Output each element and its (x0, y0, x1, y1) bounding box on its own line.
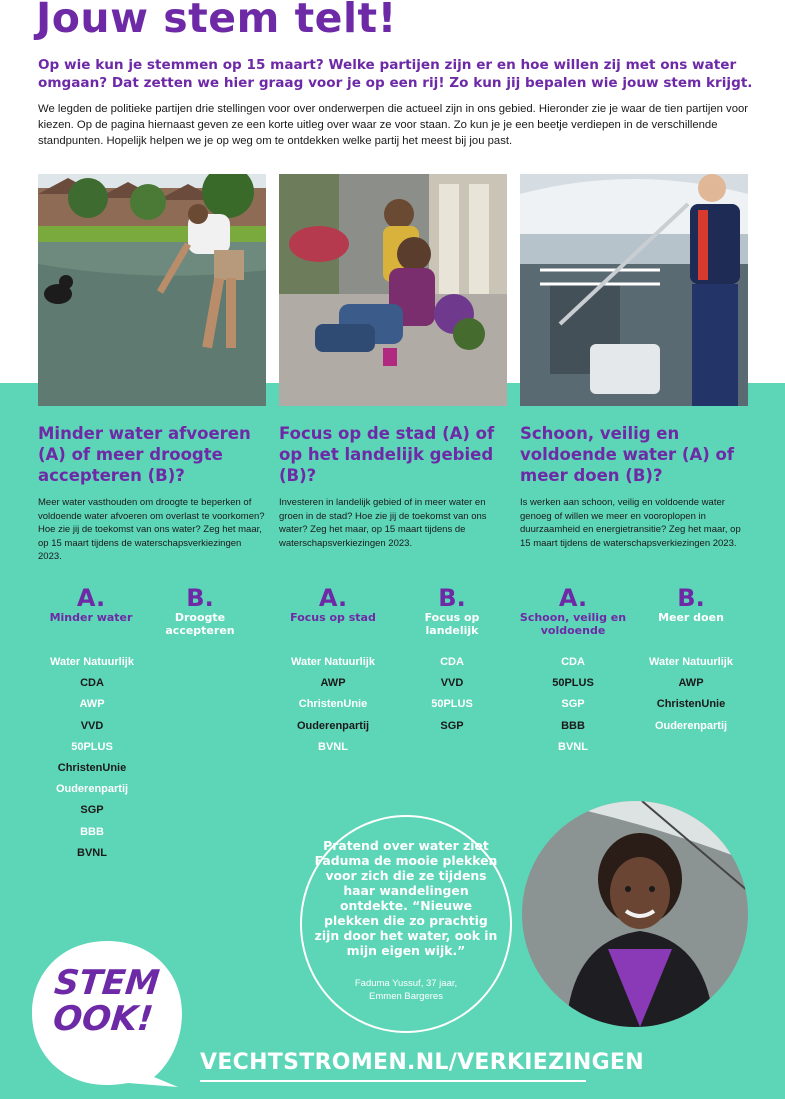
option-a-col3 (516, 585, 630, 637)
option-label: Focus op landelijk (424, 611, 480, 637)
photo-women-planting-icon (279, 174, 507, 406)
party-item: CDA (440, 656, 464, 668)
party-item: BBB (561, 719, 585, 732)
question-column-3 (520, 423, 750, 550)
party-item: CDA (80, 677, 104, 690)
party-item: Ouderenpartij (296, 719, 370, 732)
option-a-col2 (288, 585, 378, 624)
quote-text: Pratend over water ziet Faduma de mooie plekken voor zich die ze tijdens haar wandelingen ontdekte. “Nieuwe plekken die zo prachtig zijn door het water, ook in mijn eigen wijk.” (314, 838, 498, 958)
question-description: Is werken aan schoon, veilig en voldoende water genoeg of willen we meer en vooroplopen in duurzaamheid en energietransitie? Zeg het maar, op 15 maart tijdens de waterschapsverkiezingen 2023. (520, 497, 741, 549)
party-item: SGP (561, 698, 585, 711)
party-item: SGP (440, 719, 464, 732)
party-item: ChristenUnie (298, 698, 368, 711)
party-item: 50PLUS (71, 740, 113, 753)
option-label: Focus op stad (290, 611, 376, 624)
option-label: Meer doen (658, 611, 724, 624)
party-item: Ouderenpartij (55, 783, 129, 796)
option-b-col2 (404, 585, 500, 637)
party-item: Water Natuurlijk (50, 656, 134, 668)
party-item: 50PLUS (552, 677, 594, 690)
photo-worker-water-treatment (520, 174, 748, 406)
question-column-2 (279, 423, 505, 550)
photo-worker-icon (520, 174, 748, 406)
quote-source (314, 977, 498, 1003)
intro-text: Op wie kun je stemmen op 15 maart? Welke partijen zijn er en hoe willen zij met ons water omgaan? Dat zetten we hier graag voor je op een rij! Zo kun jij bepalen wie jouw stem krijgt. (38, 57, 753, 91)
party-item: BBB (80, 825, 104, 838)
party-item: AWP (320, 677, 346, 690)
party-item: CDA (561, 656, 585, 668)
option-letter: B. (677, 584, 705, 612)
option-a-col1 (46, 585, 136, 624)
stem-line-2: OOK! (51, 999, 156, 1039)
option-letter: A. (318, 584, 348, 612)
option-letter: B. (438, 584, 466, 612)
party-item: BVNL (558, 740, 588, 753)
question-heading: Focus op de stad (A) of op het landelijk gebied (B)? (279, 424, 495, 485)
party-list-col3-a (508, 652, 638, 758)
option-label: Droogte accepteren (165, 611, 235, 637)
question-description: Investeren in landelijk gebied of in meer water en groen in de stad? Hoe zie jij de toekomst van ons water? Zeg het maar, op 15 maart tijdens de waterschapsverkiezingen 2023. (279, 497, 487, 549)
option-b-col3 (646, 585, 736, 624)
question-description: Meer water vasthouden om droogte te beperken of voldoende water afvoeren om overlast te voorkomen? Hoe zie jij de toekomst van ons water? Zeg het maar, op 15 maart tijdens de waterschapsverkiezingen 2023. (38, 497, 265, 562)
photo-man-and-dog-icon (38, 174, 266, 406)
option-letter: B. (186, 584, 214, 612)
party-item: AWP (678, 677, 704, 690)
quote-source-name: Faduma Yussuf, 37 jaar, (354, 978, 458, 989)
stem-line-1: STEM (52, 963, 162, 1003)
body-text: We legden de politieke partijen drie stellingen voor over onderwerpen die actueel zijn in ons gebied. Hieronder zie je waar de tien partijen voor kiezen. Op de pagina hiernaast geven ze een korte uitleg over waar ze voor staan. Zo kun je je een beetje verdiepen in de verschillende standpunten. Hopelijk helpen we je op weg om te ontdekken welke partij het meest bij jou past. (38, 103, 749, 147)
party-list-col1-a (27, 652, 157, 864)
party-item: ChristenUnie (57, 762, 127, 775)
party-item: Water Natuurlijk (649, 656, 733, 668)
page-title: Jouw stem telt! (36, 0, 397, 42)
party-list-col2-a (268, 652, 398, 758)
party-list-col3-b (626, 652, 756, 737)
party-item: VVD (80, 719, 104, 732)
url-underline (200, 1080, 586, 1082)
party-list-col2-b (387, 652, 517, 737)
question-heading: Schoon, veilig en voldoende water (A) of meer doen (B)? (520, 424, 735, 485)
party-item: AWP (79, 698, 105, 711)
party-item: 50PLUS (431, 698, 473, 711)
photo-women-planting-garden (279, 174, 507, 406)
website-link[interactable]: VECHTSTROMEN.NL/VERKIEZINGEN (200, 1050, 644, 1075)
question-heading: Minder water afvoeren (A) of meer droogte accepteren (B)? (38, 424, 251, 485)
option-letter: A. (76, 584, 106, 612)
party-item: BVNL (318, 740, 348, 753)
portrait-photo (522, 801, 748, 1027)
option-label: Minder water (49, 611, 133, 624)
quote-source-place: Emmen Bargeres (369, 991, 443, 1002)
party-item: VVD (440, 677, 464, 690)
option-letter: A. (558, 584, 588, 612)
photo-man-and-dog-at-water (38, 174, 266, 406)
party-item: ChristenUnie (656, 698, 726, 711)
option-b-col1 (150, 585, 250, 637)
stem-ook-logo (36, 965, 174, 1037)
question-column-1 (38, 423, 266, 564)
option-label: Schoon, veilig en voldoende (519, 611, 627, 637)
party-item: Water Natuurlijk (291, 656, 375, 668)
portrait-woman-icon (522, 801, 748, 1027)
party-item: Ouderenpartij (654, 719, 728, 732)
party-item: SGP (80, 804, 104, 817)
party-item: BVNL (77, 846, 107, 859)
